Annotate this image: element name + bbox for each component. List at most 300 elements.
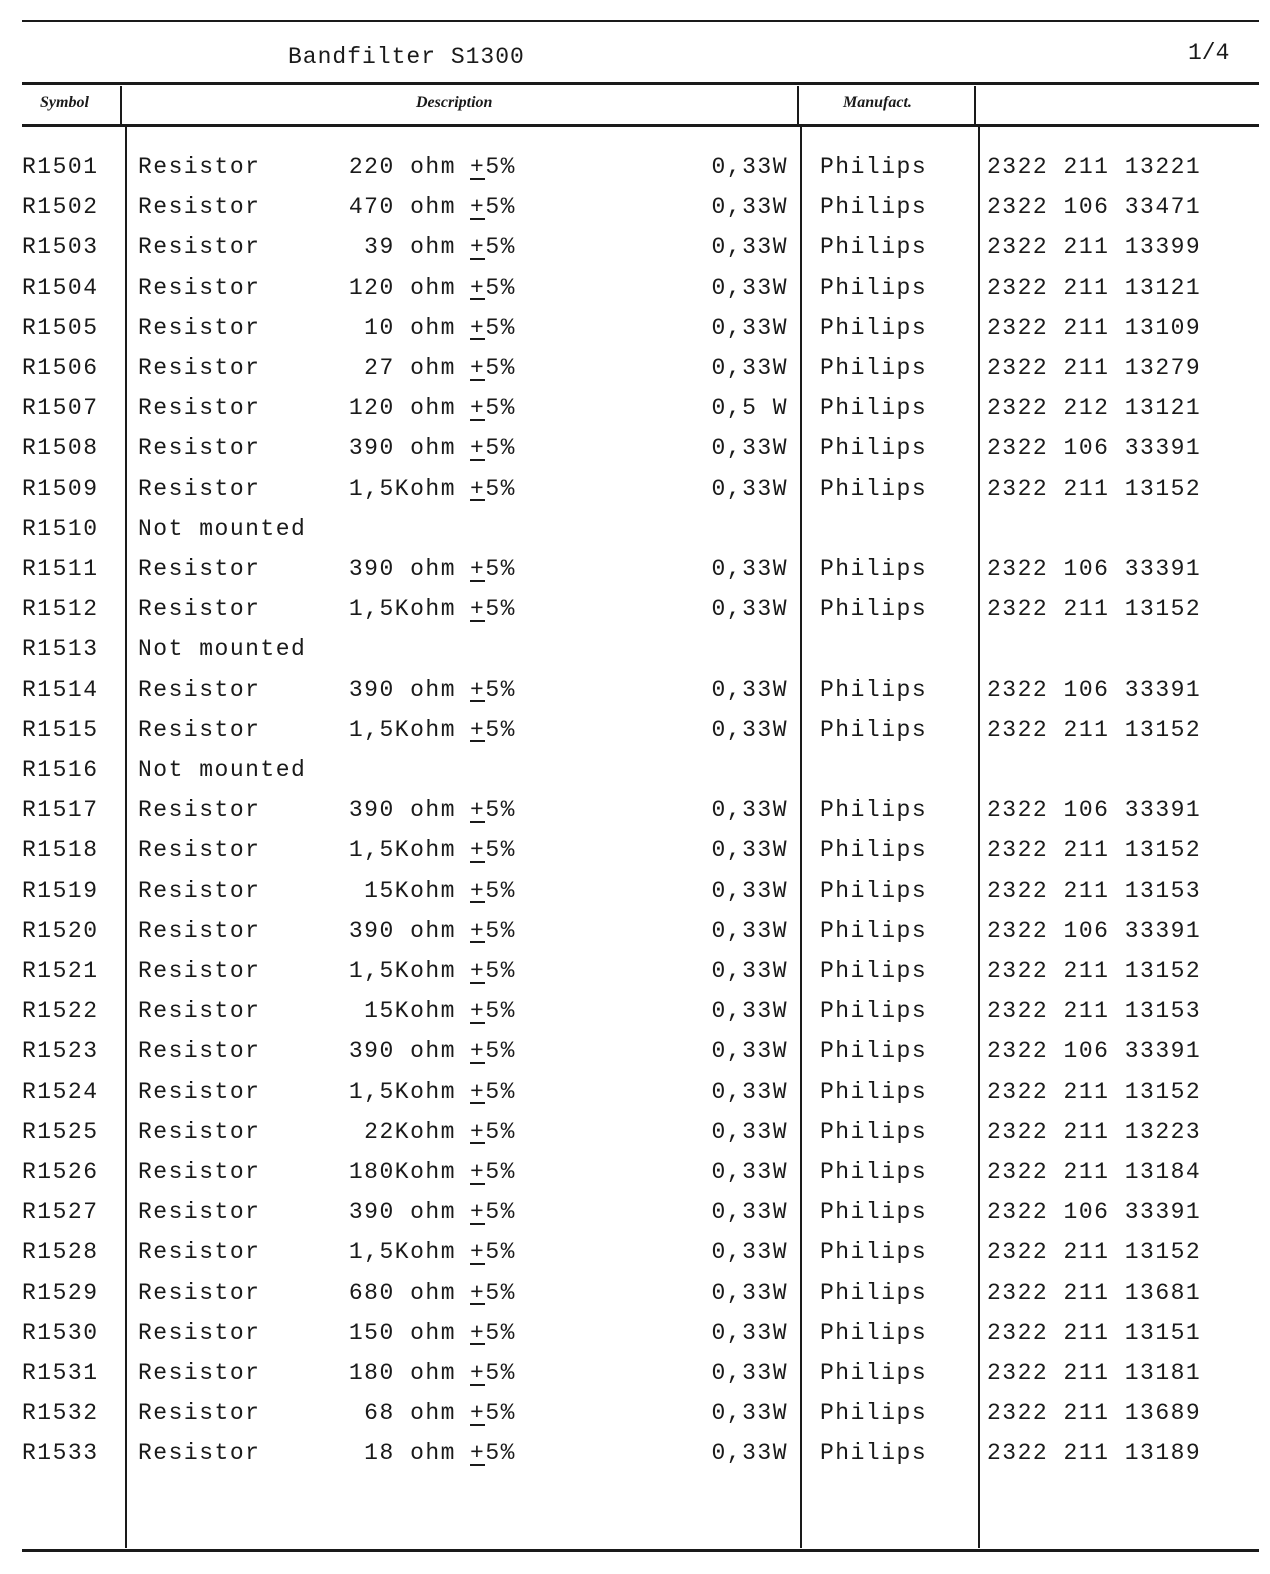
table-row	[0, 1360, 1270, 1400]
symbol-cell: R1507	[22, 395, 99, 422]
power-cell: 0,33W	[711, 1440, 788, 1467]
symbol-cell: R1502	[22, 194, 99, 221]
column-divider-manufacturer	[974, 86, 976, 126]
tolerance-sign: +	[470, 1199, 486, 1226]
part-number-cell: 2322 106 33391	[987, 676, 1202, 703]
header-top-rule	[22, 82, 1259, 85]
table-row	[0, 1239, 1270, 1279]
table-row	[0, 878, 1270, 918]
tolerance-value: 5%	[485, 234, 516, 261]
part-number-cell: 2322 211 13153	[987, 877, 1202, 904]
tolerance-sign: +	[470, 1239, 486, 1266]
column-header-manufacturer: Manufact.	[843, 94, 912, 111]
tolerance-sign: +	[470, 676, 486, 703]
symbol-cell: R1527	[22, 1199, 99, 1226]
tolerance-cell	[470, 677, 516, 703]
tolerance-cell	[470, 154, 516, 180]
table-row	[0, 275, 1270, 315]
part-number-cell: 2322 211 13279	[987, 355, 1202, 381]
power-cell: 0,33W	[711, 355, 788, 381]
table-row	[0, 757, 1270, 797]
tolerance-cell	[470, 1038, 516, 1064]
value-cell: 220 ohm	[348, 154, 456, 180]
table-row	[0, 194, 1270, 234]
part-number-cell: 2322 106 33391	[987, 917, 1202, 944]
power-cell: 0,33W	[711, 716, 788, 743]
tolerance-sign: +	[470, 1400, 486, 1427]
manufacturer-cell: Philips	[820, 1400, 928, 1427]
symbol-cell: R1529	[22, 1279, 99, 1306]
value-cell: 68 ohm	[364, 1400, 456, 1427]
tolerance-cell	[470, 1239, 516, 1265]
tolerance-sign: +	[470, 154, 486, 180]
table-row	[0, 154, 1270, 194]
tolerance-sign: +	[470, 355, 486, 381]
tolerance-value: 5%	[485, 194, 516, 221]
tolerance-sign: +	[470, 475, 486, 502]
tolerance-cell	[470, 435, 516, 461]
manufacturer-cell: Philips	[820, 1199, 928, 1226]
manufacturer-cell: Philips	[820, 1239, 928, 1266]
description-cell: Resistor	[138, 1159, 261, 1185]
manufacturer-cell: Philips	[820, 596, 928, 623]
header-bottom-rule	[22, 124, 1259, 127]
table-row	[0, 677, 1270, 717]
value-cell: 680 ohm	[348, 1279, 456, 1306]
tolerance-sign: +	[470, 716, 486, 743]
part-number-cell: 2322 211 13121	[987, 274, 1202, 301]
value-cell: 1,5Kohm	[348, 596, 456, 623]
tolerance-sign: +	[470, 274, 486, 301]
part-number-cell: 2322 211 13152	[987, 596, 1202, 623]
column-divider-symbol	[120, 86, 122, 126]
tolerance-sign: +	[470, 1279, 486, 1306]
manufacturer-cell: Philips	[820, 1360, 928, 1386]
tolerance-value: 5%	[485, 1199, 516, 1226]
manufacturer-cell: Philips	[820, 1279, 928, 1306]
symbol-cell: R1511	[22, 556, 99, 582]
part-number-cell: 2322 211 13151	[987, 1319, 1202, 1346]
power-cell: 0,33W	[711, 1159, 788, 1185]
tolerance-value: 5%	[485, 475, 516, 502]
tolerance-value: 5%	[485, 797, 516, 824]
tolerance-sign: +	[470, 234, 486, 261]
part-number-cell: 2322 211 13681	[987, 1279, 1202, 1306]
value-cell: 27 ohm	[364, 355, 456, 381]
symbol-cell: R1519	[22, 877, 99, 904]
value-cell: 390 ohm	[348, 676, 456, 703]
tolerance-value: 5%	[485, 1038, 516, 1065]
description-cell: Not mounted	[138, 515, 307, 542]
tolerance-cell	[470, 556, 516, 582]
tolerance-value: 5%	[485, 395, 516, 422]
symbol-cell: R1524	[22, 1078, 99, 1105]
tolerance-value: 5%	[485, 1118, 516, 1145]
table-row	[0, 717, 1270, 757]
description-cell: Resistor	[138, 958, 261, 984]
description-cell: Resistor	[138, 837, 261, 864]
tolerance-cell	[470, 797, 516, 823]
power-cell: 0,33W	[711, 234, 788, 261]
tolerance-cell	[470, 1280, 516, 1306]
power-cell: 0,5 W	[711, 395, 788, 422]
tolerance-value: 5%	[485, 1159, 516, 1185]
tolerance-value: 5%	[485, 877, 516, 904]
manufacturer-cell: Philips	[820, 1038, 928, 1065]
value-cell: 1,5Kohm	[348, 837, 456, 864]
tolerance-sign: +	[470, 877, 486, 904]
tolerance-value: 5%	[485, 355, 516, 381]
tolerance-value: 5%	[485, 998, 516, 1025]
tolerance-sign: +	[470, 596, 486, 623]
part-number-cell: 2322 106 33471	[987, 194, 1202, 221]
symbol-cell: R1518	[22, 837, 99, 864]
value-cell: 1,5Kohm	[348, 475, 456, 502]
symbol-cell: R1501	[22, 154, 99, 180]
value-cell: 1,5Kohm	[348, 716, 456, 743]
part-number-cell: 2322 211 13152	[987, 1239, 1202, 1266]
tolerance-cell	[470, 1400, 516, 1426]
tolerance-value: 5%	[485, 837, 516, 864]
table-row	[0, 1159, 1270, 1199]
tolerance-value: 5%	[485, 314, 516, 341]
symbol-cell: R1528	[22, 1239, 99, 1266]
part-number-cell: 2322 211 13109	[987, 314, 1202, 341]
tolerance-cell	[470, 275, 516, 301]
power-cell: 0,33W	[711, 435, 788, 462]
symbol-cell: R1506	[22, 355, 99, 381]
table-row	[0, 476, 1270, 516]
value-cell: 390 ohm	[348, 797, 456, 824]
tolerance-cell	[470, 234, 516, 260]
table-row	[0, 315, 1270, 355]
tolerance-cell	[470, 1199, 516, 1225]
tolerance-value: 5%	[485, 1400, 516, 1427]
power-cell: 0,33W	[711, 274, 788, 301]
power-cell: 0,33W	[711, 998, 788, 1025]
manufacturer-cell: Philips	[820, 998, 928, 1025]
tolerance-cell	[470, 1119, 516, 1145]
value-cell: 120 ohm	[348, 274, 456, 301]
part-number-cell: 2322 212 13121	[987, 395, 1202, 422]
manufacturer-cell: Philips	[820, 314, 928, 341]
tolerance-value: 5%	[485, 1279, 516, 1306]
description-cell: Resistor	[138, 1038, 261, 1065]
description-cell: Resistor	[138, 475, 261, 502]
manufacturer-cell: Philips	[820, 837, 928, 864]
value-cell: 150 ohm	[348, 1319, 456, 1346]
tolerance-cell	[470, 596, 516, 622]
table-row	[0, 958, 1270, 998]
symbol-cell: R1503	[22, 234, 99, 261]
manufacturer-cell: Philips	[820, 355, 928, 381]
symbol-cell: R1509	[22, 475, 99, 502]
symbol-cell: R1510	[22, 515, 99, 542]
power-cell: 0,33W	[711, 194, 788, 221]
tolerance-value: 5%	[485, 274, 516, 301]
part-number-cell: 2322 211 13152	[987, 958, 1202, 984]
part-number-cell: 2322 106 33391	[987, 1038, 1202, 1065]
manufacturer-cell: Philips	[820, 917, 928, 944]
value-cell: 180 ohm	[348, 1360, 456, 1386]
description-cell: Resistor	[138, 274, 261, 301]
manufacturer-cell: Philips	[820, 1319, 928, 1346]
part-number-cell: 2322 106 33391	[987, 556, 1202, 582]
tolerance-sign: +	[470, 435, 486, 462]
manufacturer-cell: Philips	[820, 234, 928, 261]
power-cell: 0,33W	[711, 1319, 788, 1346]
page-number: 1/4	[1188, 40, 1230, 66]
tolerance-value: 5%	[485, 1078, 516, 1105]
table-row	[0, 516, 1270, 556]
tolerance-sign: +	[470, 958, 486, 984]
page-title: Bandfilter S1300	[288, 44, 525, 70]
bottom-rule	[22, 1549, 1259, 1552]
tolerance-cell	[470, 958, 516, 984]
table-row	[0, 1400, 1270, 1440]
part-number-cell: 2322 211 13153	[987, 998, 1202, 1025]
value-cell: 470 ohm	[348, 194, 456, 221]
power-cell: 0,33W	[711, 556, 788, 582]
symbol-cell: R1515	[22, 716, 99, 743]
tolerance-value: 5%	[485, 435, 516, 462]
table-row	[0, 837, 1270, 877]
tolerance-sign: +	[470, 1319, 486, 1346]
power-cell: 0,33W	[711, 1400, 788, 1427]
power-cell: 0,33W	[711, 314, 788, 341]
manufacturer-cell: Philips	[820, 1440, 928, 1467]
description-cell: Resistor	[138, 1279, 261, 1306]
tolerance-cell	[470, 878, 516, 904]
tolerance-value: 5%	[485, 917, 516, 944]
table-row	[0, 556, 1270, 596]
symbol-cell: R1504	[22, 274, 99, 301]
tolerance-cell	[470, 998, 516, 1024]
part-number-cell: 2322 211 13221	[987, 154, 1202, 180]
value-cell: 390 ohm	[348, 1038, 456, 1065]
value-cell: 15Kohm	[364, 877, 456, 904]
value-cell: 39 ohm	[364, 234, 456, 261]
tolerance-sign: +	[470, 556, 486, 582]
tolerance-cell	[470, 476, 516, 502]
description-cell: Resistor	[138, 1239, 261, 1266]
symbol-cell: R1508	[22, 435, 99, 462]
value-cell: 10 ohm	[364, 314, 456, 341]
value-cell: 390 ohm	[348, 1199, 456, 1226]
power-cell: 0,33W	[711, 797, 788, 824]
table-row	[0, 1280, 1270, 1320]
tolerance-cell	[470, 355, 516, 381]
table-row	[0, 234, 1270, 274]
part-number-cell: 2322 211 13184	[987, 1159, 1202, 1185]
table-row	[0, 998, 1270, 1038]
manufacturer-cell: Philips	[820, 194, 928, 221]
tolerance-sign: +	[470, 194, 486, 221]
description-cell: Resistor	[138, 1400, 261, 1427]
part-number-cell: 2322 211 13152	[987, 837, 1202, 864]
manufacturer-cell: Philips	[820, 1118, 928, 1145]
manufacturer-cell: Philips	[820, 676, 928, 703]
power-cell: 0,33W	[711, 1078, 788, 1105]
symbol-cell: R1517	[22, 797, 99, 824]
manufacturer-cell: Philips	[820, 154, 928, 180]
tolerance-sign: +	[470, 1360, 486, 1386]
manufacturer-cell: Philips	[820, 435, 928, 462]
table-row	[0, 797, 1270, 837]
table-row	[0, 1079, 1270, 1119]
tolerance-sign: +	[470, 998, 486, 1025]
tolerance-sign: +	[470, 1440, 486, 1467]
tolerance-value: 5%	[485, 958, 516, 984]
part-number-cell: 2322 106 33391	[987, 1199, 1202, 1226]
value-cell: 1,5Kohm	[348, 958, 456, 984]
table-row	[0, 1038, 1270, 1078]
power-cell: 0,33W	[711, 837, 788, 864]
symbol-cell: R1514	[22, 676, 99, 703]
table-row	[0, 395, 1270, 435]
part-number-cell: 2322 211 13223	[987, 1118, 1202, 1145]
description-cell: Resistor	[138, 355, 261, 381]
description-cell: Resistor	[138, 998, 261, 1025]
tolerance-cell	[470, 1440, 516, 1466]
description-cell: Resistor	[138, 596, 261, 623]
description-cell: Resistor	[138, 435, 261, 462]
value-cell: 15Kohm	[364, 998, 456, 1025]
manufacturer-cell: Philips	[820, 475, 928, 502]
description-cell: Resistor	[138, 1078, 261, 1105]
tolerance-sign: +	[470, 314, 486, 341]
tolerance-sign: +	[470, 1038, 486, 1065]
table-row	[0, 1199, 1270, 1239]
table-row	[0, 355, 1270, 395]
symbol-cell: R1531	[22, 1360, 99, 1386]
column-header-symbol: Symbol	[40, 94, 89, 111]
value-cell: 120 ohm	[348, 395, 456, 422]
tolerance-sign: +	[470, 395, 486, 422]
power-cell: 0,33W	[711, 1360, 788, 1386]
manufacturer-cell: Philips	[820, 958, 928, 984]
tolerance-cell	[470, 1079, 516, 1105]
tolerance-sign: +	[470, 1118, 486, 1145]
description-cell: Resistor	[138, 917, 261, 944]
table-row	[0, 596, 1270, 636]
value-cell: 180Kohm	[348, 1159, 456, 1185]
value-cell: 390 ohm	[348, 435, 456, 462]
tolerance-cell	[470, 1159, 516, 1185]
tolerance-value: 5%	[485, 1239, 516, 1266]
description-cell: Resistor	[138, 154, 261, 180]
manufacturer-cell: Philips	[820, 1078, 928, 1105]
description-cell: Resistor	[138, 1199, 261, 1226]
manufacturer-cell: Philips	[820, 274, 928, 301]
description-cell: Resistor	[138, 1319, 261, 1346]
power-cell: 0,33W	[711, 1038, 788, 1065]
tolerance-cell	[470, 194, 516, 220]
manufacturer-cell: Philips	[820, 877, 928, 904]
symbol-cell: R1533	[22, 1440, 99, 1467]
table-row	[0, 1440, 1270, 1480]
value-cell: 22Kohm	[364, 1118, 456, 1145]
power-cell: 0,33W	[711, 596, 788, 623]
power-cell: 0,33W	[711, 475, 788, 502]
description-cell: Resistor	[138, 194, 261, 221]
tolerance-sign: +	[470, 1078, 486, 1105]
description-cell: Resistor	[138, 1440, 261, 1467]
value-cell: 1,5Kohm	[348, 1078, 456, 1105]
power-cell: 0,33W	[711, 1199, 788, 1226]
description-cell: Not mounted	[138, 757, 307, 783]
power-cell: 0,33W	[711, 877, 788, 904]
symbol-cell: R1521	[22, 958, 99, 984]
description-cell: Resistor	[138, 395, 261, 422]
part-number-cell: 2322 106 33391	[987, 435, 1202, 462]
tolerance-value: 5%	[485, 1360, 516, 1386]
power-cell: 0,33W	[711, 958, 788, 984]
description-cell: Resistor	[138, 1118, 261, 1145]
column-divider-description	[797, 86, 799, 126]
tolerance-value: 5%	[485, 556, 516, 582]
part-number-cell: 2322 211 13152	[987, 1078, 1202, 1105]
tolerance-value: 5%	[485, 1440, 516, 1467]
tolerance-cell	[470, 315, 516, 341]
value-cell: 1,5Kohm	[348, 1239, 456, 1266]
table-row	[0, 435, 1270, 475]
manufacturer-cell: Philips	[820, 395, 928, 422]
tolerance-value: 5%	[485, 716, 516, 743]
power-cell: 0,33W	[711, 1118, 788, 1145]
symbol-cell: R1512	[22, 596, 99, 623]
manufacturer-cell: Philips	[820, 1159, 928, 1185]
tolerance-sign: +	[470, 917, 486, 944]
part-number-cell: 2322 211 13152	[987, 716, 1202, 743]
power-cell: 0,33W	[711, 917, 788, 944]
tolerance-sign: +	[470, 837, 486, 864]
table-row	[0, 1320, 1270, 1360]
tolerance-cell	[470, 837, 516, 863]
tolerance-cell	[470, 1320, 516, 1346]
symbol-cell: R1516	[22, 757, 99, 783]
column-header-description: Description	[416, 94, 493, 111]
part-number-cell: 2322 211 13181	[987, 1360, 1202, 1386]
part-number-cell: 2322 211 13189	[987, 1440, 1202, 1467]
table-row	[0, 918, 1270, 958]
symbol-cell: R1530	[22, 1319, 99, 1346]
description-cell: Resistor	[138, 314, 261, 341]
tolerance-cell	[470, 395, 516, 421]
manufacturer-cell: Philips	[820, 716, 928, 743]
description-cell: Resistor	[138, 234, 261, 261]
power-cell: 0,33W	[711, 154, 788, 180]
description-cell: Resistor	[138, 797, 261, 824]
description-cell: Not mounted	[138, 636, 307, 663]
part-number-cell: 2322 211 13152	[987, 475, 1202, 502]
table-row	[0, 636, 1270, 676]
description-cell: Resistor	[138, 676, 261, 703]
power-cell: 0,33W	[711, 676, 788, 703]
manufacturer-cell: Philips	[820, 797, 928, 824]
symbol-cell: R1522	[22, 998, 99, 1025]
tolerance-sign: +	[470, 1159, 486, 1185]
top-rule	[22, 20, 1259, 22]
tolerance-value: 5%	[485, 1319, 516, 1346]
value-cell: 390 ohm	[348, 917, 456, 944]
power-cell: 0,33W	[711, 1239, 788, 1266]
manufacturer-cell: Philips	[820, 556, 928, 582]
table-row	[0, 1119, 1270, 1159]
tolerance-value: 5%	[485, 676, 516, 703]
symbol-cell: R1513	[22, 636, 99, 663]
tolerance-cell	[470, 717, 516, 743]
